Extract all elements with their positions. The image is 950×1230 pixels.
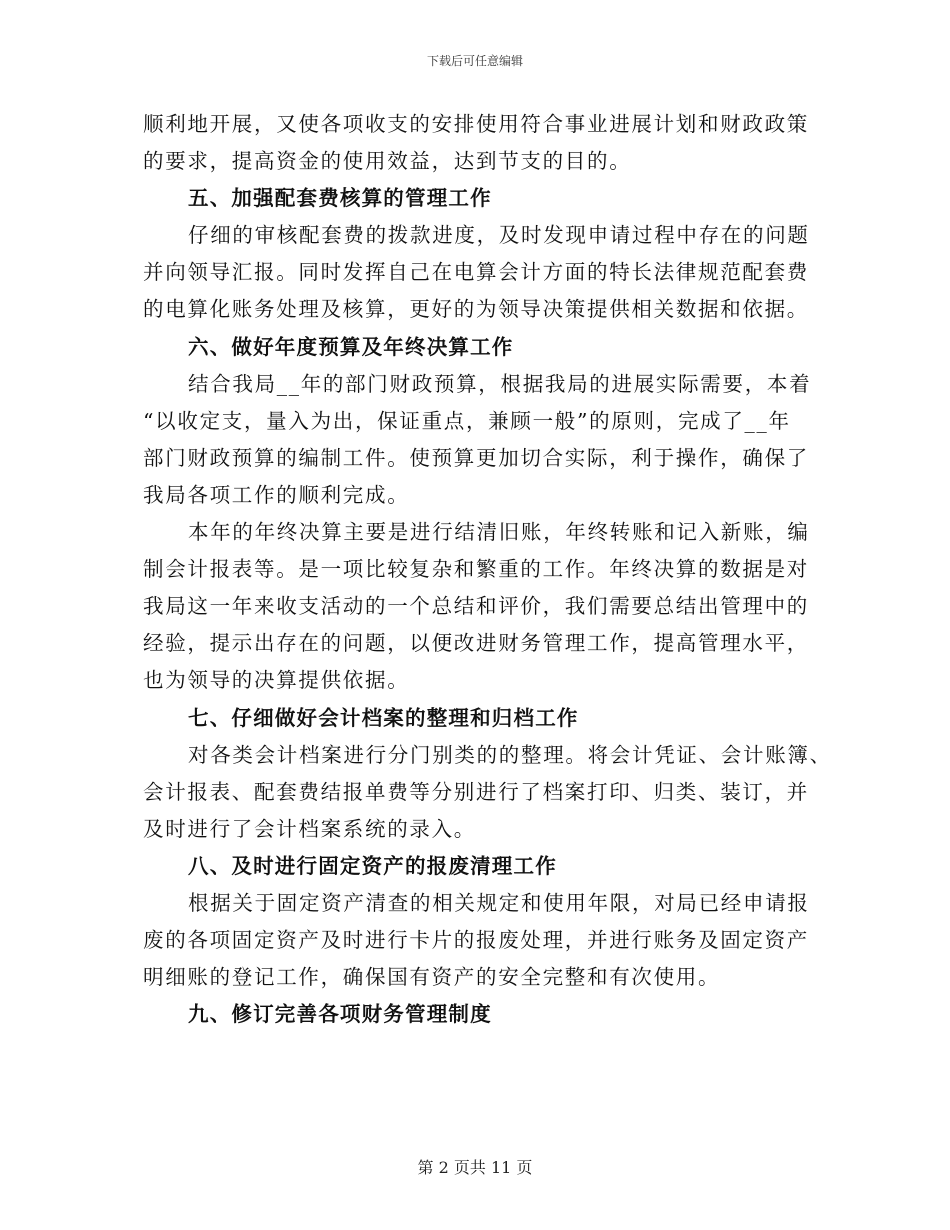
paragraph-line: 及时进行了会计档案系统的录入。 [143,816,476,841]
paragraph-line: 的要求，提高资金的使用效益，达到节支的目的。 [143,149,632,174]
paragraph-line: 经验，提示出存在的问题，以便改进财务管理工作，提高管理水平， [143,631,809,656]
page-header: 下载后可任意编辑 [426,54,523,68]
paragraph-line: 本年的年终决算主要是进行结清旧账，年终转账和记入新账，编 [188,520,810,545]
document-body [143,106,832,1033]
paragraph-line: 并向领导汇报。同时发挥自己在电算会计方面的特长法律规范配套费 [143,260,809,285]
paragraph-line: 的电算化账务处理及核算，更好的为领导决策提供相关数据和依据。 [143,297,809,322]
section-heading-8: 八、及时进行固定资产的报废清理工作 [188,853,557,878]
paragraph-line: 我局这一年来收支活动的一个总结和评价，我们需要总结出管理中的 [143,594,809,619]
paragraph-line: 我局各项工作的顺利完成。 [143,482,410,507]
paragraph-line: 明细账的登记工作，确保国有资产的安全完整和有次使用。 [143,965,721,990]
section-heading-9: 九、修订完善各项财务管理制度 [188,1002,492,1027]
paragraph-line: 顺利地开展，又使各项收支的安排使用符合事业进展计划和财政政策 [143,112,809,136]
paragraph-line: 根据关于固定资产清查的相关规定和使用年限，对局已经申请报 [188,890,810,915]
paragraph-line: 也为领导的决算提供依据。 [143,668,410,693]
paragraph-line: 结合我局__年的部门财政预算，根据我局的进展实际需要，本着 [188,371,812,396]
section-heading-5: 五、加强配套费核算的管理工作 [188,186,492,211]
section-heading-6: 六、做好年度预算及年终决算工作 [188,334,514,359]
paragraph-line: 废的各项固定资产及时进行卡片的报废处理，并进行账务及固定资产 [143,928,809,953]
paragraph-line: 制会计报表等。是一项比较复杂和繁重的工作。年终决算的数据是对 [143,557,809,582]
paragraph-line: 对各类会计档案进行分门别类的的整理。将会计凭证、会计账簿、 [188,742,832,767]
paragraph-line: “以收定支，量入为出，保证重点，兼顾一般”的原则，完成了__年 [143,408,791,433]
section-heading-7: 七、仔细做好会计档案的整理和归档工作 [188,705,579,730]
paragraph-line: 仔细的审核配套费的拨款进度，及时发现申请过程中存在的问题 [188,223,810,248]
paragraph-line: 会计报表、配套费结报单费等分别进行了档案打印、归类、装订，并 [143,779,809,804]
paragraph-line: 部门财政预算的编制工件。使预算更加切合实际，利于操作，确保了 [143,445,809,470]
page-footer: 第 2 页共 11 页 [417,1158,533,1177]
